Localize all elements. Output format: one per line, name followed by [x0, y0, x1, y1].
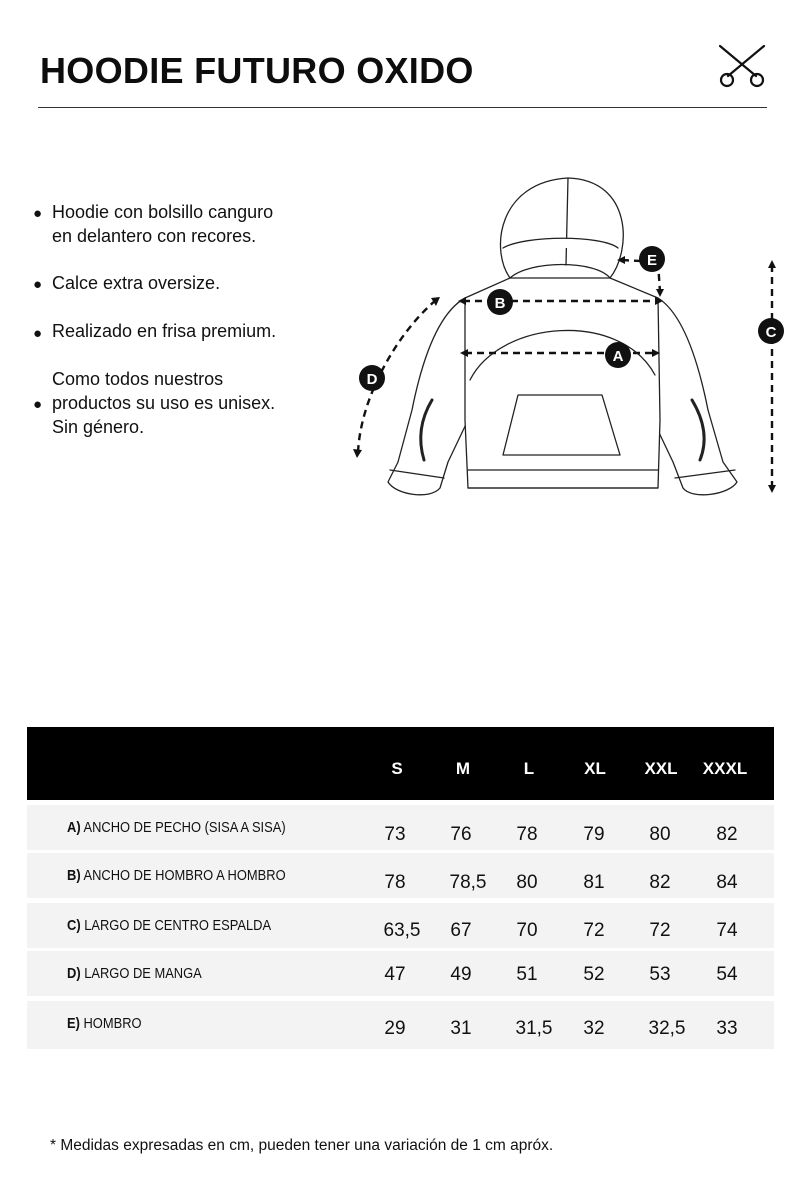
table-cell: 32,5 — [648, 1018, 686, 1039]
page-title: HOODIE FUTURO OXIDO — [40, 50, 474, 91]
feature-item: ● Como todos nuestros productos su uso es unisex. Sin género. — [33, 369, 276, 437]
table-cell: 67 — [450, 920, 472, 941]
table-cell: 54 — [716, 964, 738, 985]
table-cell: 78,5 — [449, 872, 487, 893]
marker-d — [359, 365, 385, 391]
table-cell: 73 — [384, 824, 406, 845]
table-cell: 81 — [583, 872, 605, 893]
svg-text:C: C — [765, 324, 777, 341]
row-label: D) LARGO DE MANGA — [67, 965, 202, 982]
table-cell: 72 — [649, 920, 671, 941]
svg-text:D: D — [366, 371, 378, 388]
marker-c — [758, 318, 784, 344]
scissors-icon — [716, 42, 768, 88]
table-cell: 72 — [583, 920, 605, 941]
table-cell: 31,5 — [515, 1018, 553, 1039]
size-header-xxl: XXL — [644, 759, 678, 778]
table-cell: 78 — [516, 824, 538, 845]
row-label: C) LARGO DE CENTRO ESPALDA — [67, 917, 272, 934]
size-header-m: M — [455, 759, 471, 778]
size-header-xxxl: XXXL — [702, 759, 748, 778]
table-cell: 74 — [716, 920, 738, 941]
table-cell: 47 — [384, 964, 406, 985]
feature-item: ● Hoodie con bolsillo canguro en delantero con recores. — [33, 202, 274, 246]
svg-text:B: B — [494, 295, 506, 312]
size-header-l: L — [523, 759, 535, 778]
bullet-icon: ● — [33, 396, 43, 413]
table-row — [27, 951, 774, 996]
size-header-xl: XL — [584, 759, 606, 778]
bullet-icon: ● — [33, 205, 43, 222]
size-table-header — [27, 727, 774, 800]
marker-b — [487, 289, 513, 315]
table-cell: 33 — [716, 1018, 738, 1039]
table-cell: 31 — [450, 1018, 472, 1039]
bullet-icon: ● — [33, 276, 43, 293]
table-cell: 76 — [450, 824, 472, 845]
table-cell: 32 — [583, 1018, 605, 1039]
bullet-icon: ● — [33, 325, 43, 342]
table-row — [27, 1001, 774, 1049]
feature-item: ● Calce extra oversize. — [32, 271, 220, 295]
table-row — [27, 903, 774, 948]
table-row — [27, 853, 774, 898]
table-cell: 79 — [583, 824, 605, 845]
marker-e — [639, 246, 665, 272]
svg-text:A: A — [612, 348, 624, 365]
marker-a — [605, 342, 631, 368]
table-cell: 63,5 — [383, 920, 421, 941]
table-cell: 51 — [516, 964, 538, 985]
table-cell: 70 — [516, 920, 538, 941]
feature-item: ● Realizado en frisa premium. — [32, 319, 276, 343]
hoodie-measurement-diagram — [340, 170, 790, 510]
table-cell: 78 — [384, 872, 406, 893]
table-cell: 82 — [649, 872, 671, 893]
size-header-s: S — [391, 759, 403, 778]
table-cell: 29 — [384, 1018, 406, 1039]
title-divider — [38, 107, 767, 108]
svg-text:E: E — [646, 252, 658, 269]
footnote: * Medidas expresadas en cm, pueden tener una variación de 1 cm apróx. — [50, 1137, 554, 1154]
row-label: A) ANCHO DE PECHO (SISA A SISA) — [67, 819, 286, 836]
table-cell: 80 — [649, 824, 671, 845]
row-label: B) ANCHO DE HOMBRO A HOMBRO — [67, 867, 286, 884]
row-label: E) HOMBRO — [67, 1015, 142, 1032]
table-cell: 52 — [583, 964, 605, 985]
table-row — [27, 805, 774, 850]
table-cell: 80 — [516, 872, 538, 893]
table-cell: 49 — [450, 964, 472, 985]
table-cell: 53 — [649, 964, 671, 985]
table-cell: 82 — [716, 824, 738, 845]
table-cell: 84 — [716, 872, 738, 893]
